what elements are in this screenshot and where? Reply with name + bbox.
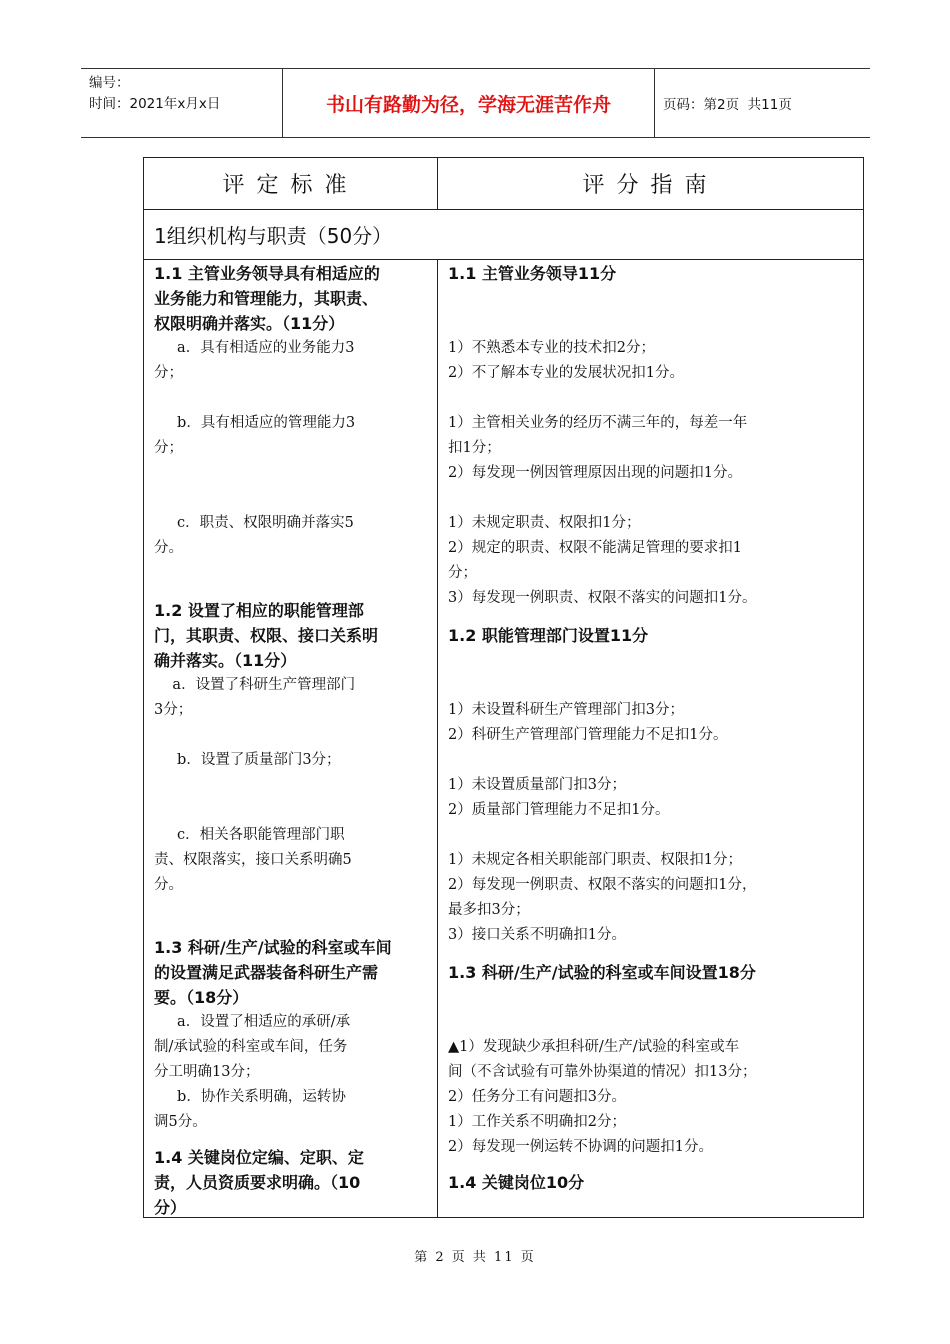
- criteria-1-1-a: a．具有相适应的业务能力3 分；: [154, 340, 355, 381]
- guide-1-2-b: 1）未设置质量部门扣3分； 2）质量部门管理能力不足扣1分。: [448, 777, 670, 818]
- criteria-1-3-title: 1.3 科研/生产/试验的科室或车间 的设置满足武器装备科研生产需 要。（18分）: [154, 938, 392, 1007]
- guide-1-4-title: 1.4 关键岗位10分: [448, 1173, 585, 1192]
- criteria-1-3-a: a．设置了相适应的承研/承 制/承试验的科室或车间，任务 分工明确13分；: [154, 1014, 351, 1080]
- criteria-1-1-title: 1.1 主管业务领导具有相适应的 业务能力和管理能力，其职责、 权限明确并落实。（11分）: [154, 264, 380, 333]
- guide-1-2-c: 1）未规定各相关职能部门职责、权限扣1分； 2）每发现一例职责、权限不落实的问题扣1分， 最多扣3分； 3）接口关系不明确扣1分。: [448, 852, 757, 943]
- guide-1-3-a: ▲1）发现缺少承担科研/生产/试验的科室或车 间（不含试验有可靠外协渠道的情况）扣13分； 2）任务分工有问题扣3分。: [448, 1039, 757, 1105]
- guide-1-1-b: 1）主管相关业务的经历不满三年的，每差一年 扣1分； 2）每发现一例因管理原因出现的问题扣1分。: [448, 415, 748, 481]
- section-divider: [144, 259, 863, 260]
- page-footer: 第 2 页 共 11 页: [414, 1250, 536, 1265]
- header-meta: [89, 73, 279, 115]
- column-divider: [437, 259, 438, 1217]
- criteria-1-4-title: 1.4 关键岗位定编、定职、定 责，人员资质要求明确。（10 分）: [154, 1148, 364, 1217]
- guide-1-1-a: 1）不熟悉本专业的技术扣2分； 2）不了解本专业的发展状况扣1分。: [448, 340, 684, 381]
- criteria-1-1-c: c．职责、权限明确并落实5 分。: [154, 515, 354, 556]
- guide-1-2-a: 1）未设置科研生产管理部门扣3分； 2）科研生产管理部门管理能力不足扣1分。: [448, 702, 728, 743]
- guide-1-3-title: 1.3 科研/生产/试验的科室或车间设置18分: [448, 963, 756, 982]
- guide-1-1-title: 1.1 主管业务领导11分: [448, 264, 617, 283]
- header-page-info: 页码：第2页 共11页: [663, 97, 792, 113]
- scoring-table: [143, 157, 864, 1218]
- page-header: [81, 68, 870, 138]
- guide-1-3-b: 1）工作关系不明确扣2分； 2）每发现一例运转不协调的问题扣1分。: [448, 1114, 713, 1155]
- document-number: 编号：: [89, 75, 130, 91]
- criteria-1-1-b: b．具有相适应的管理能力3 分；: [154, 415, 356, 456]
- guide-1-2-title: 1.2 职能管理部门设置11分: [448, 626, 649, 645]
- header-motto: 书山有路勤为径，学海无涯苦作舟: [282, 69, 655, 137]
- document-date: 时间：2021年x月x日: [89, 96, 221, 112]
- section-title: 1组织机构与职责（50分）: [154, 224, 393, 248]
- criteria-1-3-b: b．协作关系明确，运转协 调5分。: [154, 1089, 346, 1130]
- column-header-guide: 评分指南: [582, 173, 719, 198]
- criteria-1-2-a: a．设置了科研生产管理部门 3分；: [154, 677, 356, 718]
- guide-1-1-c: 1）未规定职责、权限扣1分； 2）规定的职责、权限不能满足管理的要求扣1 分； 3）每发现一例职责、权限不落实的问题扣1分。: [448, 515, 757, 606]
- criteria-1-2-b: b．设置了质量部门3分；: [154, 752, 341, 768]
- column-header-criteria: 评定标准: [144, 158, 438, 209]
- criteria-1-2-c: c．相关各职能管理部门职 责、权限落实，接口关系明确5 分。: [154, 827, 352, 893]
- criteria-1-2-title: 1.2 设置了相应的职能管理部 门，其职责、权限、接口关系明 确并落实。（11分）: [154, 601, 379, 670]
